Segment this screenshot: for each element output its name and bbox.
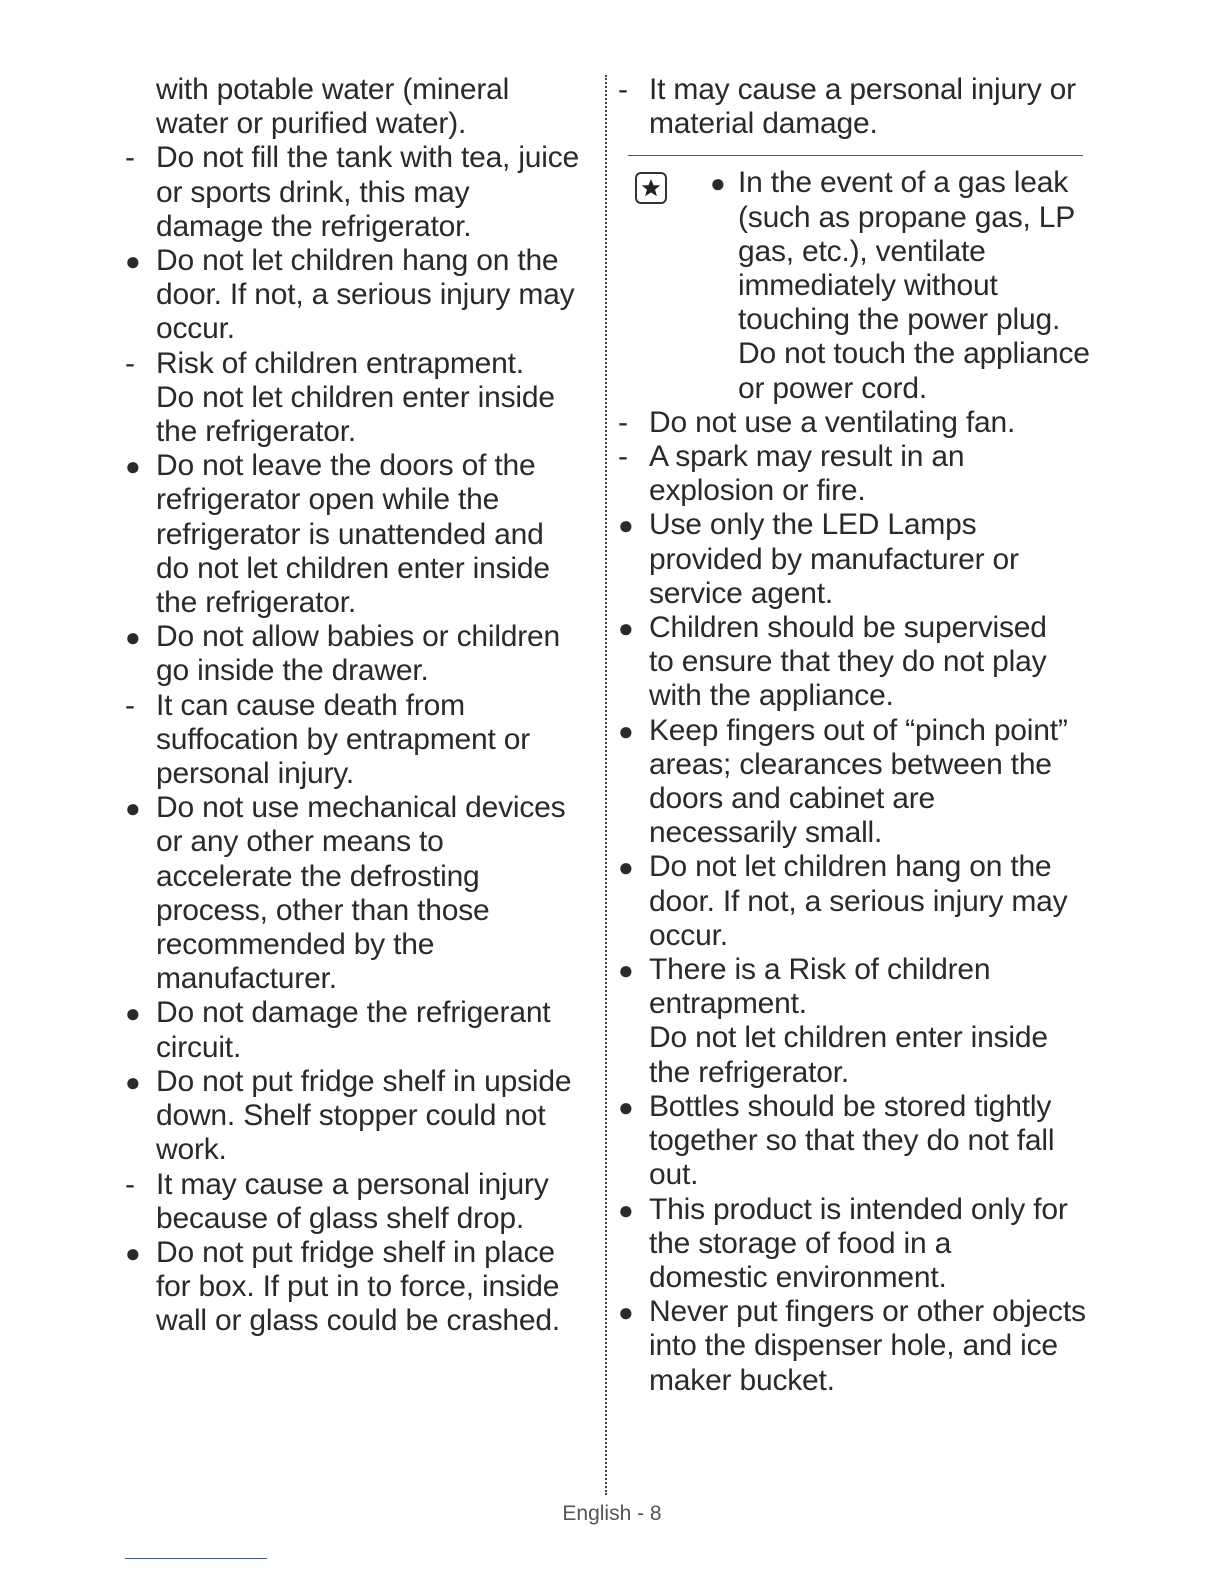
bullet-marker: ● xyxy=(125,1066,141,1097)
bullet-marker: ● xyxy=(125,622,141,653)
list-item-text: It may cause a personal injury because of glass shelf drop. xyxy=(156,1167,549,1235)
list-item-text: There is a Risk of children entrapment. Do not let children enter inside the refrigerator. xyxy=(649,953,1048,1089)
right-column-top xyxy=(618,73,1108,141)
list-item xyxy=(618,1090,1108,1193)
list-item xyxy=(125,449,600,620)
list-item xyxy=(125,1065,600,1168)
list-item-text: Bottles should be stored tightly together so that they do not fall out. xyxy=(649,1089,1055,1192)
list-item-text: It may cause a personal injury or material damage. xyxy=(649,73,1076,141)
bullet-marker: ● xyxy=(125,451,141,482)
bullet-marker: ● xyxy=(618,955,634,986)
bullet-marker: ● xyxy=(618,1091,634,1122)
right-column xyxy=(618,73,1108,1398)
bullet-marker: ● xyxy=(618,1297,634,1328)
dash-marker: - xyxy=(125,141,135,175)
bullet-marker: ● xyxy=(618,510,634,541)
list-item xyxy=(618,611,1108,714)
dash-marker: - xyxy=(618,405,628,439)
list-item xyxy=(618,508,1108,611)
column-divider xyxy=(605,75,607,1495)
bullet-marker: ● xyxy=(618,1194,634,1225)
list-item-text: Do not put fridge shelf in upside down. Shelf stopper could not work. xyxy=(156,1064,572,1167)
bullet-marker: ● xyxy=(125,1237,141,1268)
list-item xyxy=(125,996,600,1064)
list-item-text: with potable water (mineral water or purified water). xyxy=(156,73,510,141)
list-item xyxy=(618,953,1108,1090)
list-item xyxy=(125,620,600,688)
dash-marker: - xyxy=(125,688,135,722)
list-item xyxy=(618,406,1108,440)
list-item-text: Do not fill the tank with tea, juice or sports drink, this may damage the refrigerator. xyxy=(156,141,580,243)
bullet-marker: ● xyxy=(618,715,634,746)
list-item xyxy=(618,73,1108,141)
list-item-text: Do not leave the doors of the refrigerator open while the refrigerator is unattended and do not let children enter inside the refrigerator. xyxy=(156,449,550,620)
list-item-text: Do not let children hang on the door. If not, a serious injury may occur. xyxy=(649,850,1068,952)
list-item-text: Use only the LED Lamps provided by manufacturer or service agent. xyxy=(649,508,1019,610)
list-item-text: Do not put fridge shelf in place for box. If put in to force, inside wall or glass could be crashed. xyxy=(156,1235,561,1338)
bullet-marker: ● xyxy=(618,852,634,883)
list-item-text: Do not use a ventilating fan. xyxy=(649,405,1016,439)
list-item xyxy=(125,1236,600,1339)
dash-marker: - xyxy=(618,440,628,474)
list-item-text: Risk of children entrapment. Do not let children enter inside the refrigerator. xyxy=(156,346,555,449)
list-item-text: Never put fingers or other objects into the dispenser hole, and ice maker bucket. xyxy=(649,1295,1086,1397)
note-item xyxy=(634,166,1108,405)
bullet-marker: ● xyxy=(125,246,141,277)
note-item-text: In the event of a gas leak (such as propane gas, LP gas, etc.), ventilate immediately without touching the power plug. Do not touch the appliance or power cord. xyxy=(738,166,1090,405)
corner-line xyxy=(125,1558,267,1559)
list-item xyxy=(618,714,1108,851)
dash-marker: - xyxy=(125,1167,135,1201)
horizontal-rule xyxy=(628,155,1083,156)
list-item xyxy=(618,1295,1108,1398)
list-item-text: Do not use mechanical devices or any other means to accelerate the defrosting process, other than those recommended by the manufacturer. xyxy=(156,791,566,996)
list-item xyxy=(125,347,600,450)
bullet-marker: ● xyxy=(125,793,141,824)
list-item-text: Keep fingers out of “pinch point” areas; clearances between the doors and cabinet are necessarily small. xyxy=(649,713,1068,850)
note-block xyxy=(618,166,1108,405)
list-item xyxy=(125,73,600,141)
bullet-marker: ● xyxy=(710,168,726,199)
list-item xyxy=(125,1168,600,1236)
bullet-marker: ● xyxy=(618,613,634,644)
list-item-text: Children should be supervised to ensure that they do not play with the appliance. xyxy=(649,611,1047,713)
list-item-text: A spark may result in an explosion or fire. xyxy=(649,440,965,508)
list-item-text: Do not let children hang on the door. If not, a serious injury may occur. xyxy=(156,244,575,346)
list-item xyxy=(618,440,1108,508)
page-footer: English - 8 xyxy=(562,1502,662,1525)
right-list xyxy=(618,406,1108,1398)
list-item-text: Do not damage the refrigerant circuit. xyxy=(156,996,551,1064)
dash-marker: - xyxy=(125,346,135,380)
left-column xyxy=(125,73,600,1339)
list-item xyxy=(125,141,600,244)
list-item xyxy=(125,244,600,347)
list-item xyxy=(618,1193,1108,1296)
list-item xyxy=(618,850,1108,953)
list-item xyxy=(125,791,600,996)
bullet-marker: ● xyxy=(125,998,141,1029)
list-item-text: It can cause death from suffocation by entrapment or personal injury. xyxy=(156,688,531,791)
dash-marker: - xyxy=(618,73,628,106)
list-item-text: This product is intended only for the storage of food in a domestic environment. xyxy=(649,1192,1068,1294)
list-item-text: Do not allow babies or children go inside the drawer. xyxy=(156,620,561,688)
list-item xyxy=(125,689,600,792)
